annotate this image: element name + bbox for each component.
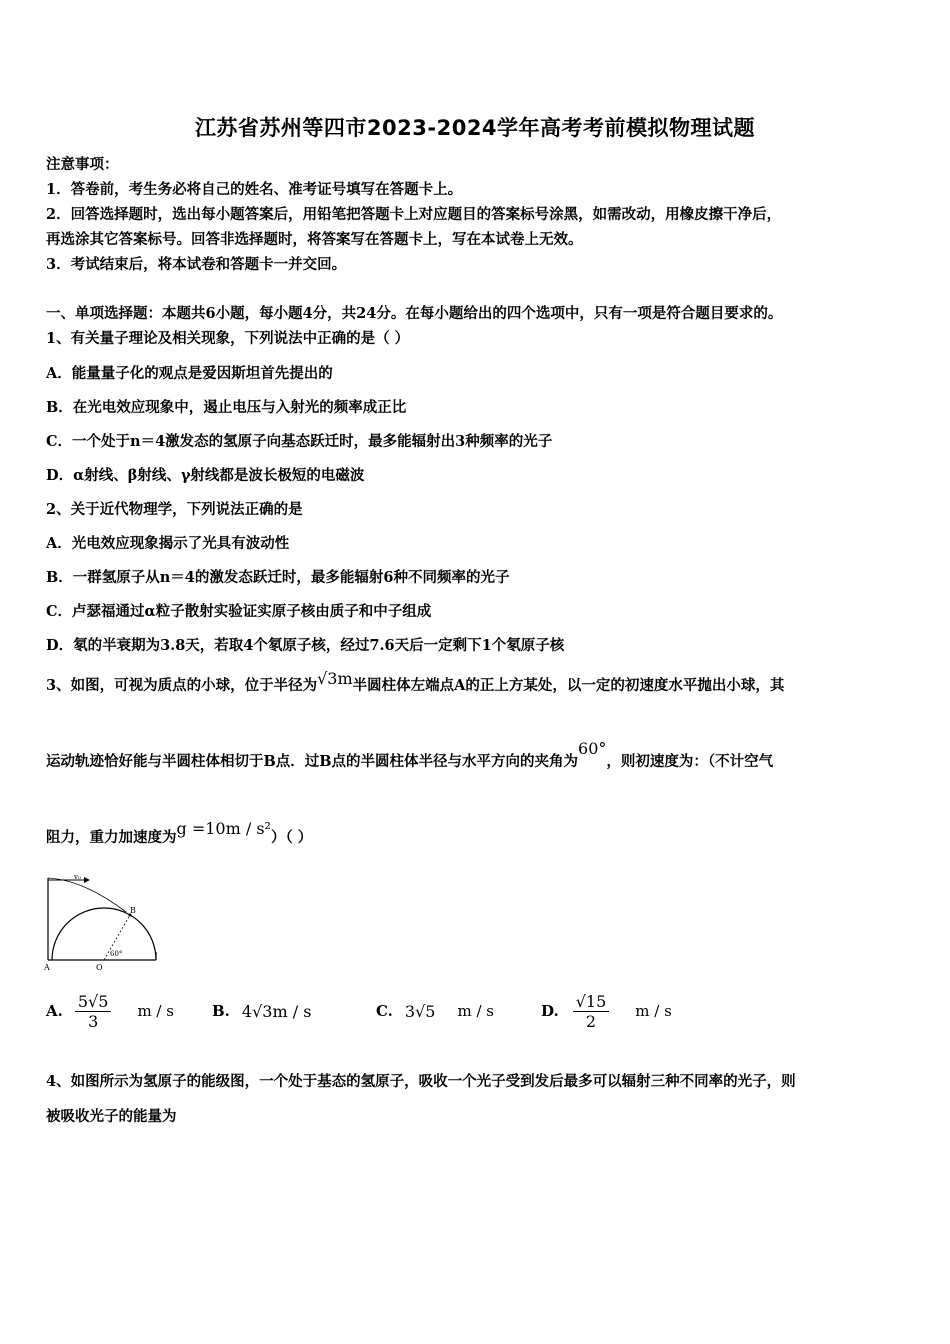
choice-d: D. $\frac{√15}{2}$ m / s <box>541 991 672 1031</box>
question-stem <box>46 669 785 695</box>
b-label: B <box>130 906 136 915</box>
q3-text: ）（ ） <box>270 829 313 846</box>
q3-text: ，则初速度为：（不计空气 <box>606 753 774 770</box>
angle-label: 60° <box>110 950 123 958</box>
question-option: C．卢瑟福通过α粒子散射实验证实原子核由质子和中子组成 <box>46 603 432 620</box>
question-option: A．能量量子化的观点是爱因斯坦首先提出的 <box>46 365 333 382</box>
question-stem <box>46 819 313 847</box>
page-title: 江苏省苏州等四市2023-2024学年高考考前模拟物理试题 <box>194 116 756 140</box>
question-stem: 2、关于近代物理学，下列说法正确的是 <box>46 501 303 518</box>
choice-c: C. 3√5 m / s <box>376 1001 494 1021</box>
question-option: B．在光电效应现象中，遏止电压与入射光的频率成正比 <box>46 399 407 416</box>
v0-label: v₀ <box>74 873 81 881</box>
q3-angle: 60° <box>578 739 607 758</box>
q3-text: 运动轨迹恰好能与半圆柱体相切于B点．过B点的半圆柱体半径与水平方向的夹角为 <box>46 753 579 770</box>
section-heading: 一、单项选择题：本题共6小题，每小题4分，共24分。在每小题给出的四个选项中，只有一项是符合题目要求的。 <box>46 305 783 322</box>
projectile-diagram <box>44 872 160 974</box>
notice-item: 3．考试结束后，将本试卷和答题卡一并交回。 <box>46 256 347 273</box>
q3-gravity: g =10m / s² <box>176 819 271 838</box>
trajectory <box>48 878 126 912</box>
semicircle <box>52 908 156 960</box>
question-option: D．α射线、β射线、γ射线都是波长极短的电磁波 <box>46 467 365 484</box>
question-stem: 被吸收光子的能量为 <box>46 1108 177 1125</box>
notice-heading: 注意事项： <box>46 156 119 173</box>
q3-radius: √3m <box>317 669 353 688</box>
choice-fraction: $\frac{5√5}{3}$ <box>75 992 112 1031</box>
a-label: A <box>44 963 50 972</box>
choice-a: A. $\frac{5√5}{3}$ m / s <box>46 991 174 1031</box>
notice-item: 1．答卷前，考生务必将自己的姓名、准考证号填写在答题卡上。 <box>46 181 463 198</box>
question-option: D．氡的半衰期为3.8天，若取4个氡原子核，经过7.6天后一定剩下1个氡原子核 <box>46 637 565 654</box>
choice-b: B. 4√3m / s <box>212 1001 312 1021</box>
question-option: C．一个处于n＝4激发态的氢原子向基态跃迁时，最多能辐射出3种频率的光子 <box>46 433 553 450</box>
o-label: O <box>96 963 103 972</box>
question-option: B．一群氢原子从n＝4的激发态跃迁时，最多能辐射6种不同频率的光子 <box>46 569 510 586</box>
notice-item: 2．回答选择题时，选出每小题答案后，用铅笔把答题卡上对应题目的答案标号涂黑，如需改动，用橡皮擦干净后， <box>46 206 782 223</box>
question-stem: 1、有关量子理论及相关现象，下列说法中正确的是（ ） <box>46 330 410 347</box>
choice-fraction: $\frac{√15}{2}$ <box>573 992 610 1031</box>
question-stem <box>46 739 774 771</box>
notice-item: 再选涂其它答案标号。回答非选择题时，将答案写在答题卡上，写在本试卷上无效。 <box>46 231 583 248</box>
question-option: A．光电效应现象揭示了光具有波动性 <box>46 535 290 552</box>
q3-text: 半圆柱体左端点A的正上方某处，以一定的初速度水平抛出小球，其 <box>352 677 785 694</box>
question-stem: 4、如图所示为氢原子的能级图，一个处于基态的氢原子，吸收一个光子受到发后最多可以辐射三种不同率的光子，则 <box>46 1073 796 1090</box>
arrow-head-icon <box>84 877 90 883</box>
q3-text: 阻力，重力加速度为 <box>46 829 177 846</box>
q3-text: 3、如图，可视为质点的小球，位于半径为 <box>46 677 318 694</box>
